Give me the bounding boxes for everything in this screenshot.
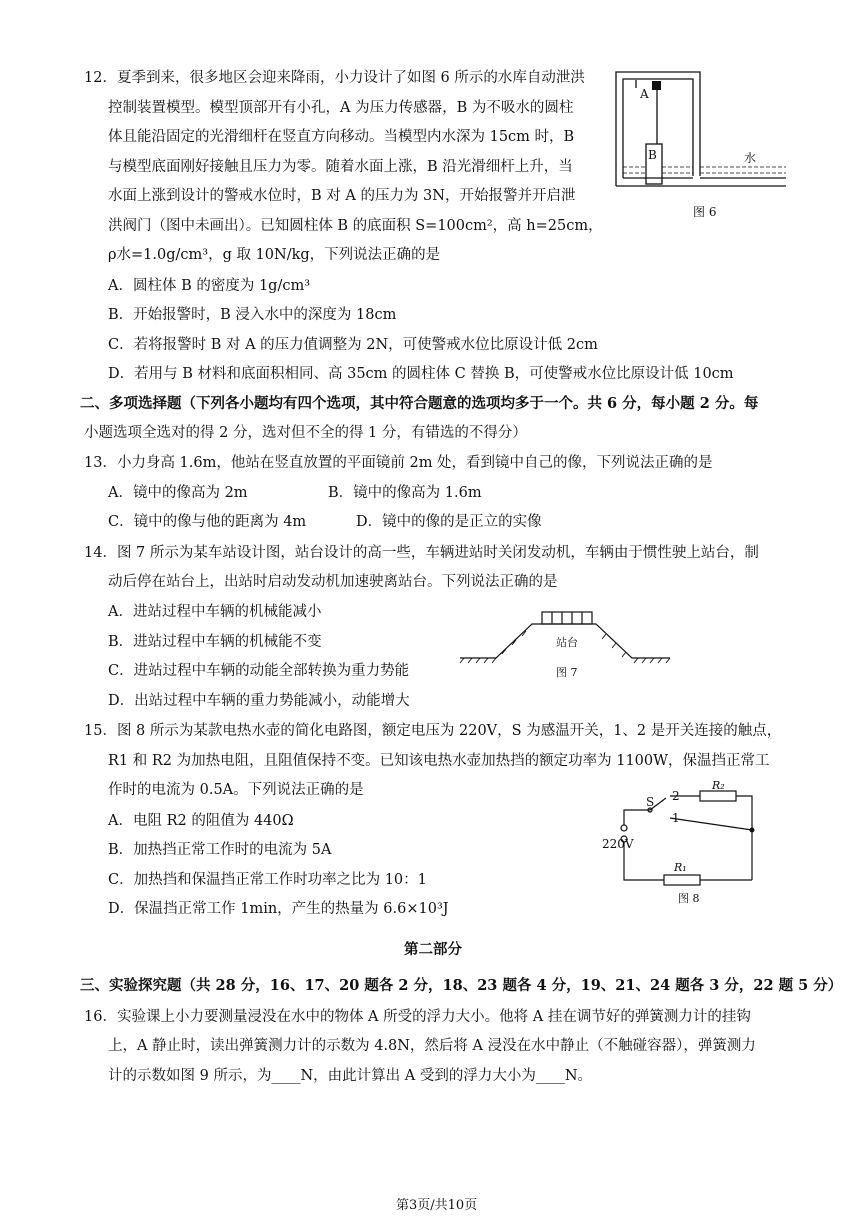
q15-option-c: C．加热挡和保温挡正常工作时功率之比为 10：1 xyxy=(108,872,427,888)
q14-option-d: D．出站过程中车辆的重力势能减小，动能增大 xyxy=(108,693,410,709)
fig8-caption: 图 8 xyxy=(678,892,700,905)
fig6-label-a: A xyxy=(640,87,649,101)
q12-line5: 水面上涨到设计的警戒水位时，B 对 A 的压力为 3N，开始报警并开启泄 xyxy=(108,188,576,204)
q12-line3: 体且能沿固定的光滑细杆在竖直方向移动。当模型内水深为 15cm 时，B xyxy=(108,129,575,145)
q12-option-c: C．若将报警时 B 对 A 的压力值调整为 2N，可使警戒水位比原设计低 2cm xyxy=(108,337,598,353)
fig8-label-voltage: 220V xyxy=(602,837,634,851)
section-2-heading: 二、多项选择题（下列各小题均有四个选项，其中符合题意的选项均多于一个。共 6 分，每小题 2 分。每 xyxy=(80,395,759,412)
q13-option-d: D．镜中的像的是正立的实像 xyxy=(356,514,542,530)
figure-8-circuit-diagram xyxy=(600,780,770,910)
fig7-label-station: 站台 xyxy=(556,636,578,649)
fig8-label-r1: R₁ xyxy=(674,861,687,874)
q12-line4: 与模型底面刚好接触且压力为零。随着水面上涨，B 沿光滑细杆上升，当 xyxy=(108,159,573,175)
q16-line2: 上，A 静止时，读出弹簧测力计的示数为 4.8N，然后将 A 浸没在水中静止（不触碰容器），弹簧测力 xyxy=(108,1038,756,1054)
fig7-caption: 图 7 xyxy=(556,666,578,679)
q12-option-b: B．开始报警时，B 浸入水中的深度为 18cm xyxy=(108,307,397,323)
q16-line1: 16．实验课上小力要测量浸没在水中的物体 A 所受的浮力大小。他将 A 挂在调节好的弹簧测力计的挂钩 xyxy=(84,1009,751,1025)
q12-option-d: D．若用与 B 材料和底面积相同、高 35cm 的圆柱体 C 替换 B，可使警戒水位比原设计低 10cm xyxy=(108,366,734,382)
fig8-label-s: S xyxy=(646,795,655,809)
q15-option-d: D．保温挡正常工作 1min，产生的热量为 6.6×10³J xyxy=(108,901,449,917)
part-2-heading: 第二部分 xyxy=(404,941,462,958)
q14-option-a: A．进站过程中车辆的机械能减小 xyxy=(108,604,322,620)
q15-line1: 15．图 8 所示为某款电热水壶的简化电路图，额定电压为 220V，S 为感温开关，1、2 是开关连接的触点， xyxy=(84,723,782,739)
q14-line2: 动后停在站台上，出站时启动发动机加速驶离站台。下列说法正确的是 xyxy=(108,574,558,590)
fig6-caption: 图 6 xyxy=(693,205,717,219)
figure-7-station-diagram xyxy=(456,604,680,684)
fig8-label-1: 1 xyxy=(672,811,680,825)
q13-stem: 13．小力身高 1.6m，他站在竖直放置的平面镜前 2m 处，看到镜中自己的像，下列说法正确的是 xyxy=(84,455,713,471)
fig8-label-2: 2 xyxy=(672,789,680,803)
q14-option-c: C．进站过程中车辆的动能全部转换为重力势能 xyxy=(108,663,410,679)
section-3-heading: 三、实验探究题（共 28 分，16、17、20 题各 2 分，18、23 题各 4 分，19、21、24 题各 3 分，22 题 5 分） xyxy=(80,977,843,994)
q13-option-b: B．镜中的像高为 1.6m xyxy=(328,485,482,501)
fig8-label-r2: R₂ xyxy=(712,780,725,792)
q13-option-a: A．镜中的像高为 2m xyxy=(108,485,248,501)
q15-line3: 作时的电流为 0.5A。下列说法正确的是 xyxy=(108,782,364,798)
section-2-heading-cont: 小题选项全选对的得 2 分，选对但不全的得 1 分，有错选的不得分） xyxy=(84,425,527,441)
q12-line7: ρ水=1.0g/cm³，g 取 10N/kg，下列说法正确的是 xyxy=(108,247,441,263)
q14-line1: 14．图 7 所示为某车站设计图，站台设计的高一些，车辆进站时关闭发动机，车辆由于惯性驶上站台，制 xyxy=(84,545,759,561)
q14-option-b: B．进站过程中车辆的机械能不变 xyxy=(108,634,322,650)
fig6-label-water: 水 xyxy=(744,151,757,165)
figure-6-reservoir-diagram xyxy=(606,66,796,226)
q15-option-b: B．加热挡正常工作时的电流为 5A xyxy=(108,842,332,858)
page-footer: 第3页/共10页 xyxy=(396,1198,478,1213)
q13-option-c: C．镜中的像与他的距离为 4m xyxy=(108,514,307,530)
q12-line6: 洪阀门（图中未画出）。已知圆柱体 B 的底面积 S=100cm²，高 h=25cm， xyxy=(108,218,603,234)
q12-line1: 12．夏季到来，很多地区会迎来降雨，小力设计了如图 6 所示的水库自动泄洪 xyxy=(84,70,585,86)
q12-line2: 控制装置模型。模型顶部开有小孔，A 为压力传感器，B 为不吸水的圆柱 xyxy=(108,100,574,116)
q15-option-a: A．电阻 R2 的阻值为 440Ω xyxy=(108,813,294,829)
q15-line2: R1 和 R2 为加热电阻，且阻值保持不变。已知该电热水壶加热挡的额定功率为 1100W，保温挡正常工 xyxy=(108,753,770,769)
q12-option-a: A．圆柱体 B 的密度为 1g/cm³ xyxy=(108,278,311,294)
fig6-label-b: B xyxy=(648,148,657,162)
q16-line3: 计的示数如图 9 所示，为____N，由此计算出 A 受到的浮力大小为____N。 xyxy=(108,1068,593,1084)
